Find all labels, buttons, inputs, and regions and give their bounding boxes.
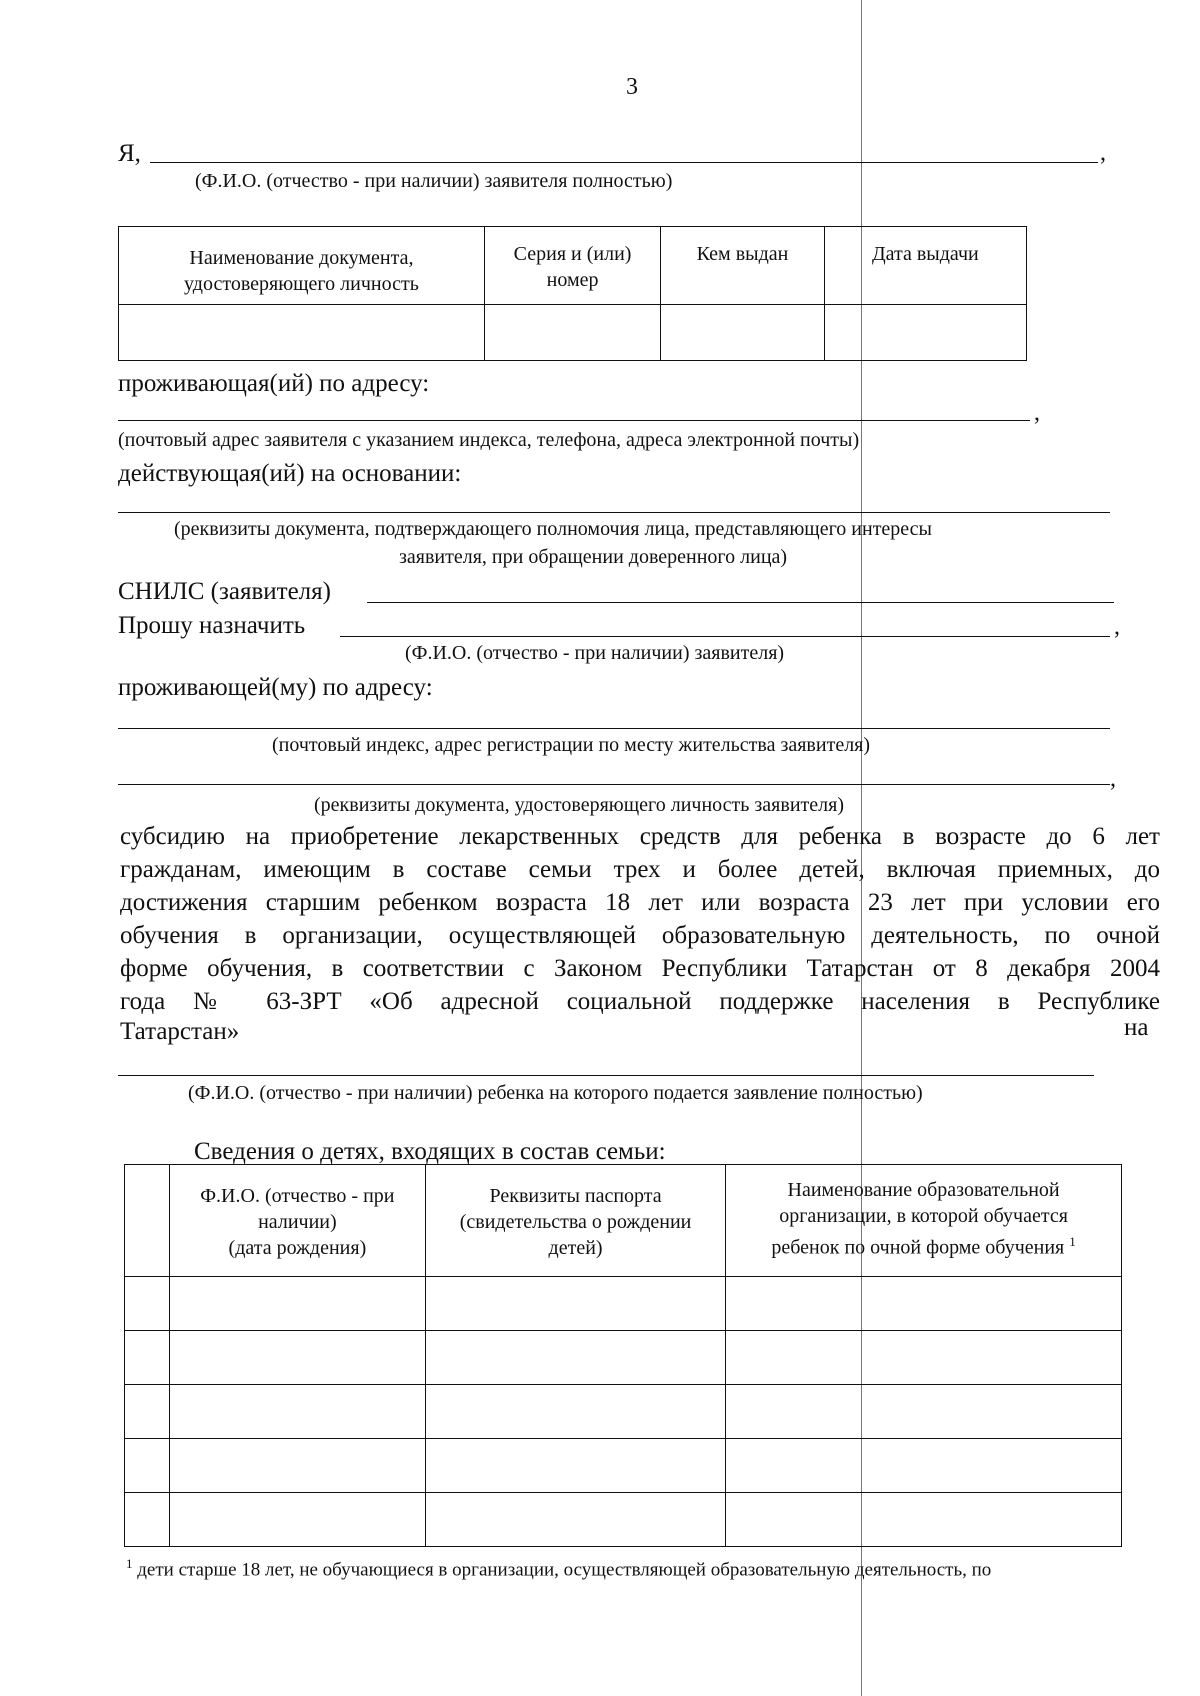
subsidy-line: форме обучения, в соответствии с Законом Республики Татарстан от 8 декабря 2004 (120, 955, 1160, 982)
table-row (125, 1331, 1122, 1385)
child-school-cell[interactable] (726, 1331, 1122, 1385)
child-name-cell[interactable] (169, 1493, 425, 1547)
id-table-input-row (119, 305, 1027, 361)
id-document-table (118, 226, 1027, 361)
child-name-cell[interactable] (169, 1277, 425, 1331)
id-doc-details-field[interactable] (118, 784, 1110, 785)
address-field[interactable] (118, 420, 1030, 421)
children-table-header-num (125, 1165, 170, 1277)
id-doc-name-cell[interactable] (119, 305, 485, 361)
child-passport-cell[interactable] (425, 1277, 725, 1331)
child-school-cell[interactable] (726, 1277, 1122, 1331)
footnote-text: дети старше 18 лет, не обучающиеся в организации, осуществляющей образовательную деятельность, по (137, 1559, 992, 1581)
child-num-cell[interactable] (125, 1439, 170, 1493)
comma: , (1114, 614, 1120, 640)
subsidy-last-left: Татарстан» (120, 1018, 240, 1045)
residing2-caption: (почтовый индекс, адрес регистрации по месту жительства заявителя) (272, 734, 871, 756)
residing2-label: проживающей(му) по адресу: (118, 674, 433, 701)
child-num-cell[interactable] (125, 1331, 170, 1385)
id-issued-by-cell[interactable] (661, 305, 824, 361)
request-caption: (Ф.И.О. (отчество - при наличии) заявителя) (405, 642, 785, 664)
subsidy-line: гражданам, имеющим в составе семьи трех и более детей, включая приемных, до (120, 856, 1160, 883)
child-caption: (Ф.И.О. (отчество - при наличии) ребенка на которого подается заявление полностью) (188, 1082, 923, 1104)
children-table (124, 1164, 1122, 1547)
child-school-cell[interactable] (726, 1439, 1122, 1493)
request-name-field[interactable] (340, 636, 1110, 637)
children-heading: Сведения о детях, входящих в состав семьи: (194, 1138, 666, 1165)
subsidy-line: достижения старшим ребенком возраста 18 лет или возраста 23 лет при условии его (120, 889, 1160, 916)
children-table-header-name: Ф.И.О. (отчество - при наличии) (дата рождения) (169, 1165, 425, 1277)
child-num-cell[interactable] (125, 1277, 170, 1331)
residing-label: проживающая(ий) по адресу: (118, 370, 430, 397)
child-passport-cell[interactable] (425, 1331, 725, 1385)
id-doc-caption: (реквизиты документа, удостоверяющего личность заявителя) (314, 794, 844, 816)
registration-address-field[interactable] (118, 728, 1110, 729)
snils-label: СНИЛС (заявителя) (118, 578, 331, 605)
acting-basis-field[interactable] (118, 512, 1110, 513)
child-school-cell[interactable] (726, 1385, 1122, 1439)
subsidy-last-right: на (1124, 1014, 1149, 1041)
child-name-cell[interactable] (169, 1331, 425, 1385)
child-school-cell[interactable] (726, 1493, 1122, 1547)
page-number: 3 (626, 74, 638, 100)
footnote (126, 1556, 991, 1581)
table-row (125, 1439, 1122, 1493)
table-row (125, 1385, 1122, 1439)
child-passport-cell[interactable] (425, 1493, 725, 1547)
footnote-number: 1 (126, 1556, 133, 1571)
acting-caption-line2: заявителя, при обращении доверенного лица) (399, 546, 788, 568)
id-table-header-row (119, 227, 1027, 305)
child-num-cell[interactable] (125, 1385, 170, 1439)
comma: , (1110, 766, 1116, 792)
id-table-header-series: Серия и (или) номер (484, 227, 660, 305)
child-name-cell[interactable] (169, 1439, 425, 1493)
subsidy-line: субсидию на приобретение лекарственных средств для ребенка в возрасте до 6 лет (120, 823, 1160, 850)
id-table-header-doc-name: Наименование документа, удостоверяющего личность (119, 227, 485, 305)
applicant-prefix: Я, (118, 140, 141, 167)
child-name-cell[interactable] (169, 1385, 425, 1439)
applicant-caption: (Ф.И.О. (отчество - при наличии) заявителя полностью) (195, 170, 673, 192)
children-table-header-school: Наименование образовательной организации, в которой обучается ребенок по очной форме обучения $^1$ (726, 1165, 1122, 1277)
id-table-header-issued-by: Кем выдан (661, 227, 824, 305)
id-series-cell[interactable] (484, 305, 660, 361)
request-label: Прошу назначить (118, 612, 306, 639)
subsidy-line: года № 63-ЗРТ «Об адресной социальной поддержке населения в Республике (120, 988, 1160, 1015)
applicant-name-field[interactable] (150, 162, 1098, 163)
snils-field[interactable] (367, 602, 1114, 603)
id-issue-date-cell[interactable] (824, 305, 1026, 361)
children-table-header-row (125, 1165, 1122, 1277)
child-passport-cell[interactable] (425, 1385, 725, 1439)
address-caption: (почтовый адрес заявителя с указанием индекса, телефона, адреса электронной почты) (118, 429, 860, 451)
table-row (125, 1277, 1122, 1331)
children-table-header-passport: Реквизиты паспорта (свидетельства о рождении детей) (425, 1165, 725, 1277)
id-table-header-issue-date: Дата выдачи (824, 227, 1026, 305)
child-num-cell[interactable] (125, 1493, 170, 1547)
child-name-field[interactable] (118, 1075, 1094, 1076)
subsidy-line: обучения в организации, осуществляющей образовательную деятельность, по очной (120, 922, 1160, 949)
child-passport-cell[interactable] (425, 1439, 725, 1493)
footnote-mark: 1 (1069, 1234, 1076, 1249)
acting-caption-line1: (реквизиты документа, подтверждающего полномочия лица, представляющего интересы (174, 518, 932, 540)
comma: , (1100, 140, 1106, 166)
acting-label: действующая(ий) на основании: (118, 460, 462, 487)
comma: , (1034, 400, 1040, 426)
table-row (125, 1493, 1122, 1547)
subsidy-paragraph (120, 820, 1160, 1018)
